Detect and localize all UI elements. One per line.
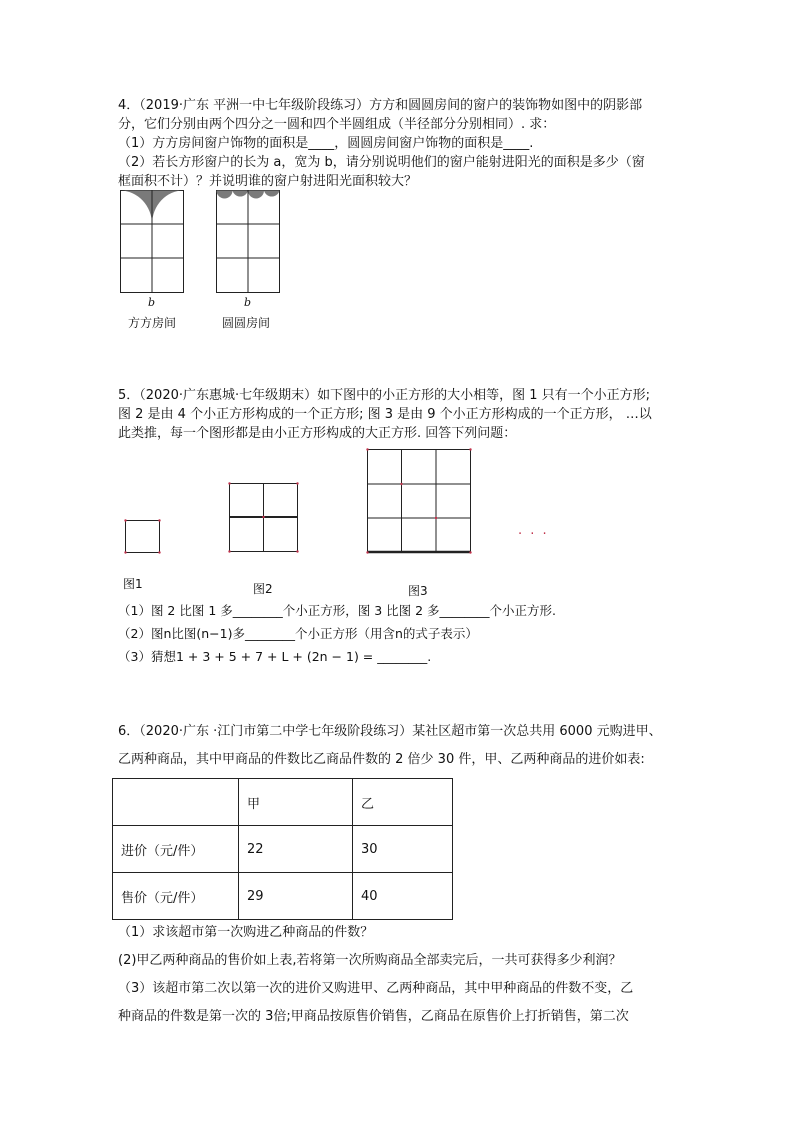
table-cell: 29: [239, 873, 353, 920]
table-cell: 售价（元/件）: [113, 873, 239, 920]
table-cell: 30: [353, 826, 453, 873]
window-yuanyuan-figure: [216, 190, 280, 294]
table-row: [113, 826, 453, 873]
table-cell: 甲: [239, 779, 353, 826]
q5-sub-1: （1）图 2 比图 1 多________个小正方形，图 3 比图 2 多________个小正方形.: [118, 603, 557, 618]
table-row: [113, 779, 453, 826]
q4-line-1: 4．（2019·广东 平洲一中七年级阶段练习）方方和圆圆房间的窗户的装饰物如图中的阴影部: [118, 98, 643, 113]
q4-line-4: （2）若长方形窗户的长为 a，宽为 b，请分别说明他们的窗户能射进阳光的面积是多少（窗: [118, 155, 645, 170]
continuation-dots: · · ·: [518, 527, 549, 542]
q5-sub-2: （2）图n比图(n−1)多________个小正方形（用含n的式子表示）: [118, 626, 478, 641]
square-figure-1: [125, 520, 161, 556]
table-cell: 22: [239, 826, 353, 873]
square-figure-3: [367, 449, 473, 555]
table-cell: 40: [353, 873, 453, 920]
q6-sub-2: (2)甲乙两种商品的售价如上表,若将第一次所购商品全部卖完后，一共可获得多少利润？: [118, 953, 622, 968]
q4-line-3: （1）方方房间窗户饰物的面积是____，圆圆房间窗户饰物的面积是____.: [118, 136, 534, 151]
q6-line-1: 6．（2020·广东 ·江门市第二中学七年级阶段练习）某社区超市第一次总共用 6000 元购进甲、: [118, 724, 662, 739]
q6-line-2: 乙两种商品，其中甲商品的件数比乙商品件数的 2 倍少 30 件，甲、乙两种商品的进价如表:: [118, 752, 645, 767]
q5-sub-3: （3）猜想1 + 3 + 5 + 7 + L + (2n − 1) = ________.: [118, 649, 432, 664]
fig2-label: 图2: [253, 582, 273, 596]
price-table: [112, 778, 453, 920]
table-cell: [113, 779, 239, 826]
q5-line-2: 图 2 是由 4 个小正方形构成的一个正方形; 图 3 是由 9 个小正方形构成的一个正方形， …以: [118, 407, 652, 422]
q5-line-3: 此类推，每一个图形都是由小正方形构成的大正方形. 回答下列问题：: [118, 426, 517, 441]
table-row: [113, 873, 453, 920]
q5-line-1: 5．（2020·广东惠城·七年级期末）如下图中的小正方形的大小相等，图 1 只有一个小正方形;: [118, 388, 651, 403]
table-cell: 乙: [353, 779, 453, 826]
square-figure-2: [229, 483, 301, 555]
q4-line-2: 分，它们分别由两个四分之一圆和四个半圆组成（半径部分分别相同）. 求：: [118, 117, 556, 132]
fig1-label: 图1: [123, 577, 143, 591]
q6-sub-3-line-2: 种商品的件数是第一次的 3倍;甲商品按原售价销售，乙商品在原售价上打折销售，第二次: [118, 1009, 629, 1024]
window-fangfang-figure: [120, 190, 184, 294]
q6-sub-3-line-1: （3）该超市第二次以第一次的进价又购进甲、乙两种商品，其中甲种商品的件数不变，乙: [118, 981, 634, 996]
fangfang-caption: 方方房间: [128, 316, 177, 330]
yuanyuan-width-label: b: [244, 296, 252, 309]
fangfang-width-label: b: [148, 296, 156, 309]
fig3-label: 图3: [408, 584, 428, 598]
q4-line-5: 框面积不计）？并说明谁的窗户射进阳光面积较大？: [118, 174, 418, 189]
yuanyuan-caption: 圆圆房间: [222, 316, 271, 330]
table-cell: 进价（元/件）: [113, 826, 239, 873]
q6-sub-1: （1）求该超市第一次购进乙种商品的件数？: [118, 925, 374, 940]
